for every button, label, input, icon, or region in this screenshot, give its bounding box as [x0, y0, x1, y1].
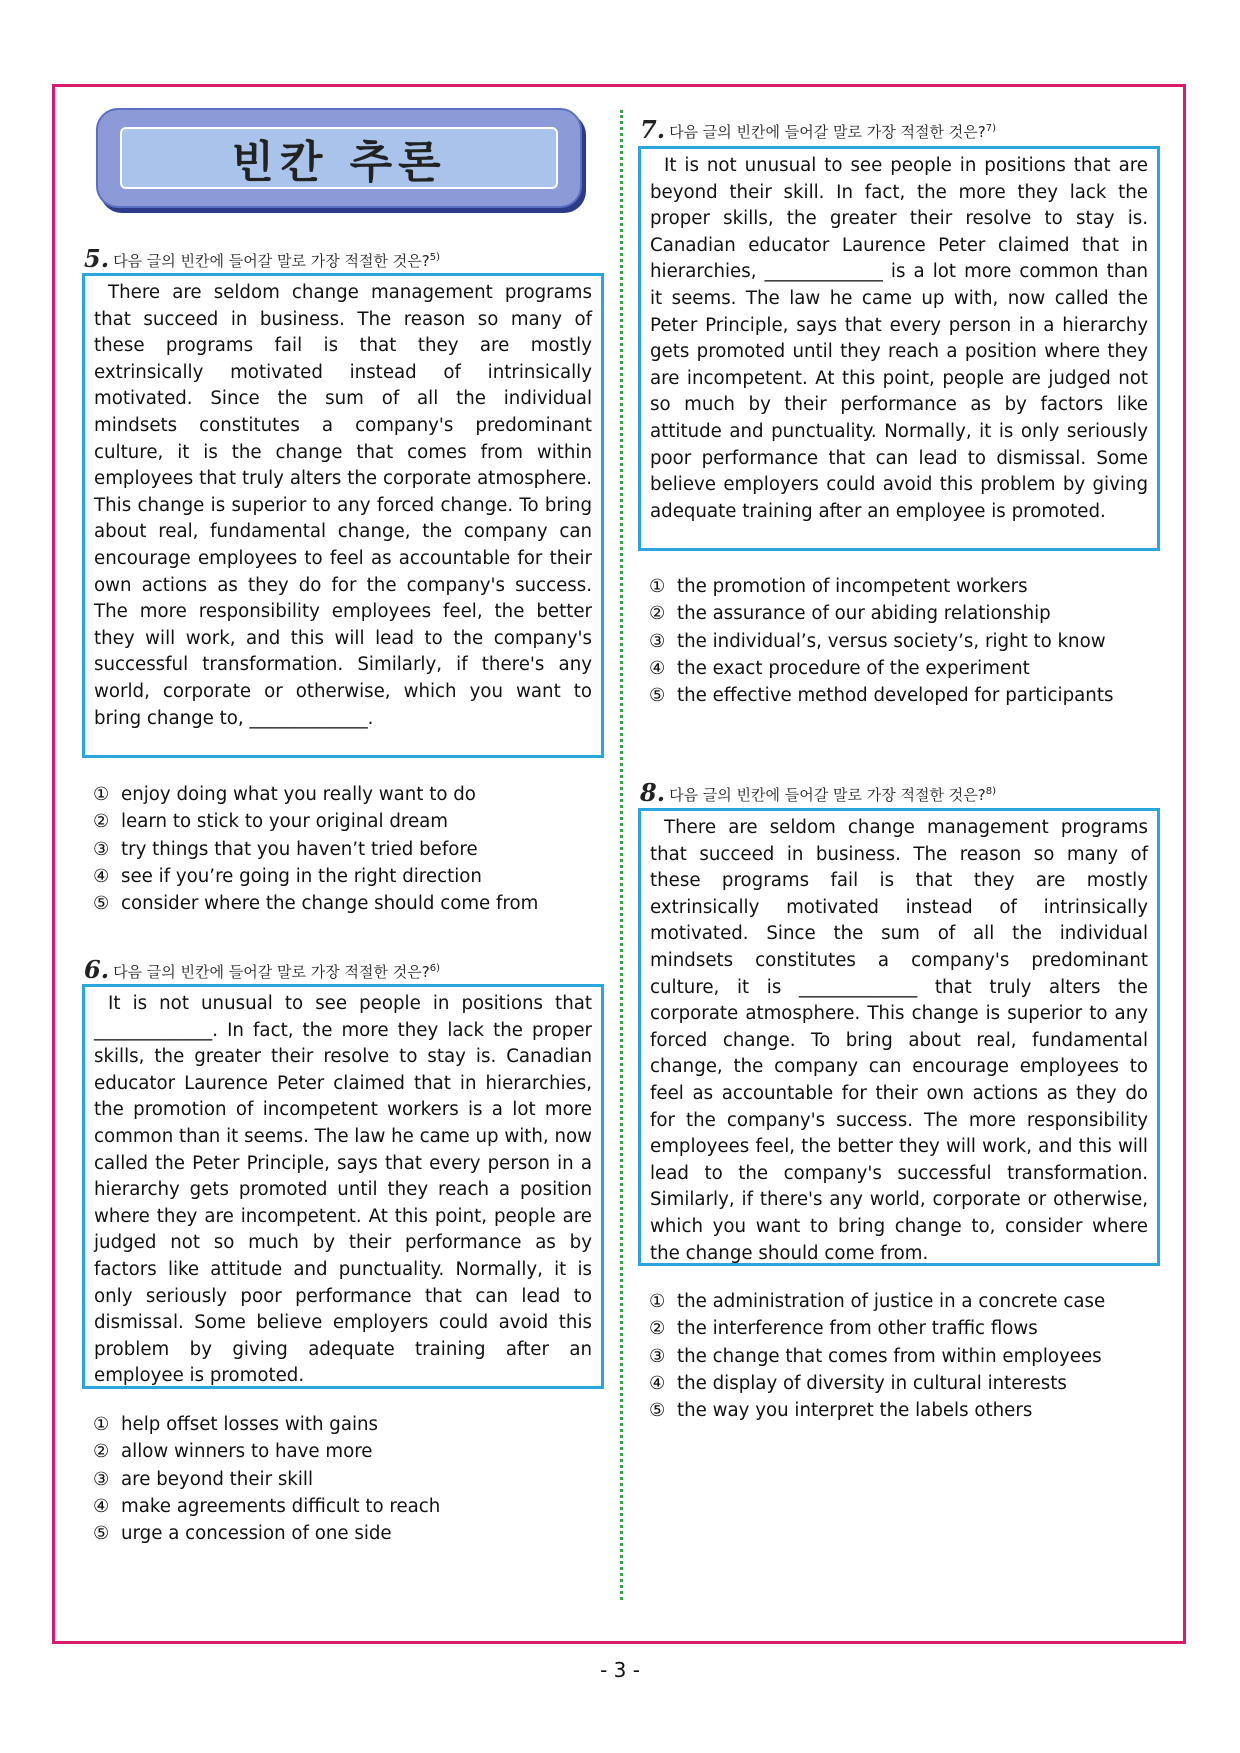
option-5[interactable]: ⑤ the effective method developed for participants	[649, 685, 1114, 707]
question-number: 7.	[640, 115, 666, 144]
question-prompt: 다음 글의 빈칸에 들어갈 말로 가장 적절한 것은?	[669, 123, 986, 141]
footnote-marker: 5)	[429, 252, 440, 263]
question-5-heading	[84, 244, 440, 273]
option-3[interactable]: ③ the individual’s, versus society’s, right to know	[649, 630, 1106, 652]
question-6-passage: It is not unusual to see people in positions that _____________. In fact, the more they lack the proper skills, the greater their resolve to stay is. Canadian educator Laurence Peter claimed that in hierarchies, the promotion of incompetent workers is a lot more common than it seems. The law he came up with, now called the Peter Principle, says that every person in a hierarchy gets promoted until they reach a position where they are incompetent. At this point, people are judged not so much by their performance as by factors like attitude and punctuality. Normally, it is only seriously poor performance that can lead to dismissal. Some believe employers could avoid this problem by giving adequate training after an employee is promoted.	[82, 984, 604, 1389]
question-8-options	[649, 1288, 1105, 1424]
page-number: - 3 -	[600, 1658, 640, 1682]
option-5[interactable]: ⑤ consider where the change should come from	[93, 893, 539, 915]
question-8-heading	[640, 778, 996, 807]
option-4[interactable]: ④ see if you’re going in the right direction	[93, 865, 482, 887]
option-5[interactable]: ⑤ urge a concession of one side	[93, 1523, 392, 1545]
option-2[interactable]: ② allow winners to have more	[93, 1441, 373, 1463]
option-4[interactable]: ④ the exact procedure of the experiment	[649, 657, 1030, 679]
option-2[interactable]: ② the assurance of our abiding relationship	[649, 603, 1051, 625]
footnote-marker: 7)	[985, 123, 996, 134]
option-3[interactable]: ③ the change that comes from within employees	[649, 1345, 1102, 1367]
question-prompt: 다음 글의 빈칸에 들어갈 말로 가장 적절한 것은?	[113, 252, 430, 270]
question-6-heading	[84, 955, 440, 984]
question-number: 8.	[640, 778, 666, 807]
question-7-heading	[640, 115, 996, 144]
question-5-options	[93, 781, 538, 917]
question-5-passage: There are seldom change management programs that succeed in business. The reason so many of these programs fail is that they are mostly extrinsically motivated instead of intrinsically motivated. Since the sum of all the individual mindsets constitutes a company's predominant culture, it is the change that comes from within employees that truly alters the corporate atmosphere. This change is superior to any forced change. To bring about real, fundamental change, the company can encourage employees to feel as accountable for their own actions as they do for the company's success. The more responsibility employees feel, the better they will work, and this will lead to the company's successful transformation. Similarly, if there's any world, corporate or otherwise, which you want to bring change to, _____________.	[82, 273, 604, 758]
option-1[interactable]: ① the promotion of incompetent workers	[649, 576, 1028, 597]
question-8-passage: There are seldom change management programs that succeed in business. The reason so many of these programs fail is that they are mostly extrinsically motivated instead of intrinsically motivated. Since the sum of all the individual mindsets constitutes a company's predominant culture, it is _____________ that truly alters the corporate atmosphere. This change is superior to any forced change. To bring about real, fundamental change, the company can encourage employees to feel as accountable for their own actions as they do for the company's success. The more responsibility employees feel, the better they will work, and this will lead to the company's successful transformation. Similarly, if there's any world, corporate or otherwise, which you want to bring change to, consider where the change should come from.	[638, 808, 1160, 1266]
question-number: 6.	[84, 955, 110, 984]
option-3[interactable]: ③ try things that you haven’t tried before	[93, 838, 478, 860]
option-4[interactable]: ④ make agreements difficult to reach	[93, 1495, 441, 1517]
option-1[interactable]: ① enjoy doing what you really want to do	[93, 784, 476, 805]
section-banner	[96, 108, 582, 208]
section-title: 빈칸 추론	[231, 137, 447, 188]
question-prompt: 다음 글의 빈칸에 들어갈 말로 가장 적절한 것은?	[669, 786, 986, 804]
option-3[interactable]: ③ are beyond their skill	[93, 1468, 313, 1490]
option-1[interactable]: ① the administration of justice in a concrete case	[649, 1291, 1106, 1312]
question-6-options	[93, 1411, 440, 1547]
section-banner-inner	[120, 127, 558, 189]
option-4[interactable]: ④ the display of diversity in cultural interests	[649, 1372, 1067, 1394]
footnote-marker: 8)	[985, 786, 996, 797]
question-7-passage: It is not unusual to see people in positions that are beyond their skill. In fact, the more they lack the proper skills, the greater their resolve to stay is. Canadian educator Laurence Peter claimed that in hierarchies, _____________ is a lot more common than it seems. The law he came up with, now called the Peter Principle, says that every person in a hierarchy gets promoted until they reach a position where they are incompetent. At this point, people are judged not so much by their performance as by factors like attitude and punctuality. Normally, it is only seriously poor performance that can lead to dismissal. Some believe employers could avoid this problem by giving adequate training after an employee is promoted.	[638, 146, 1160, 551]
question-7-options	[649, 573, 1113, 709]
option-2[interactable]: ② learn to stick to your original dream	[93, 811, 449, 833]
option-5[interactable]: ⑤ the way you interpret the labels others	[649, 1400, 1033, 1422]
footnote-marker: 6)	[429, 963, 440, 974]
column-divider	[620, 110, 623, 1600]
option-2[interactable]: ② the interference from other traffic flows	[649, 1318, 1038, 1340]
question-number: 5.	[84, 244, 110, 273]
question-prompt: 다음 글의 빈칸에 들어갈 말로 가장 적절한 것은?	[113, 963, 430, 981]
option-1[interactable]: ① help offset losses with gains	[93, 1414, 379, 1435]
